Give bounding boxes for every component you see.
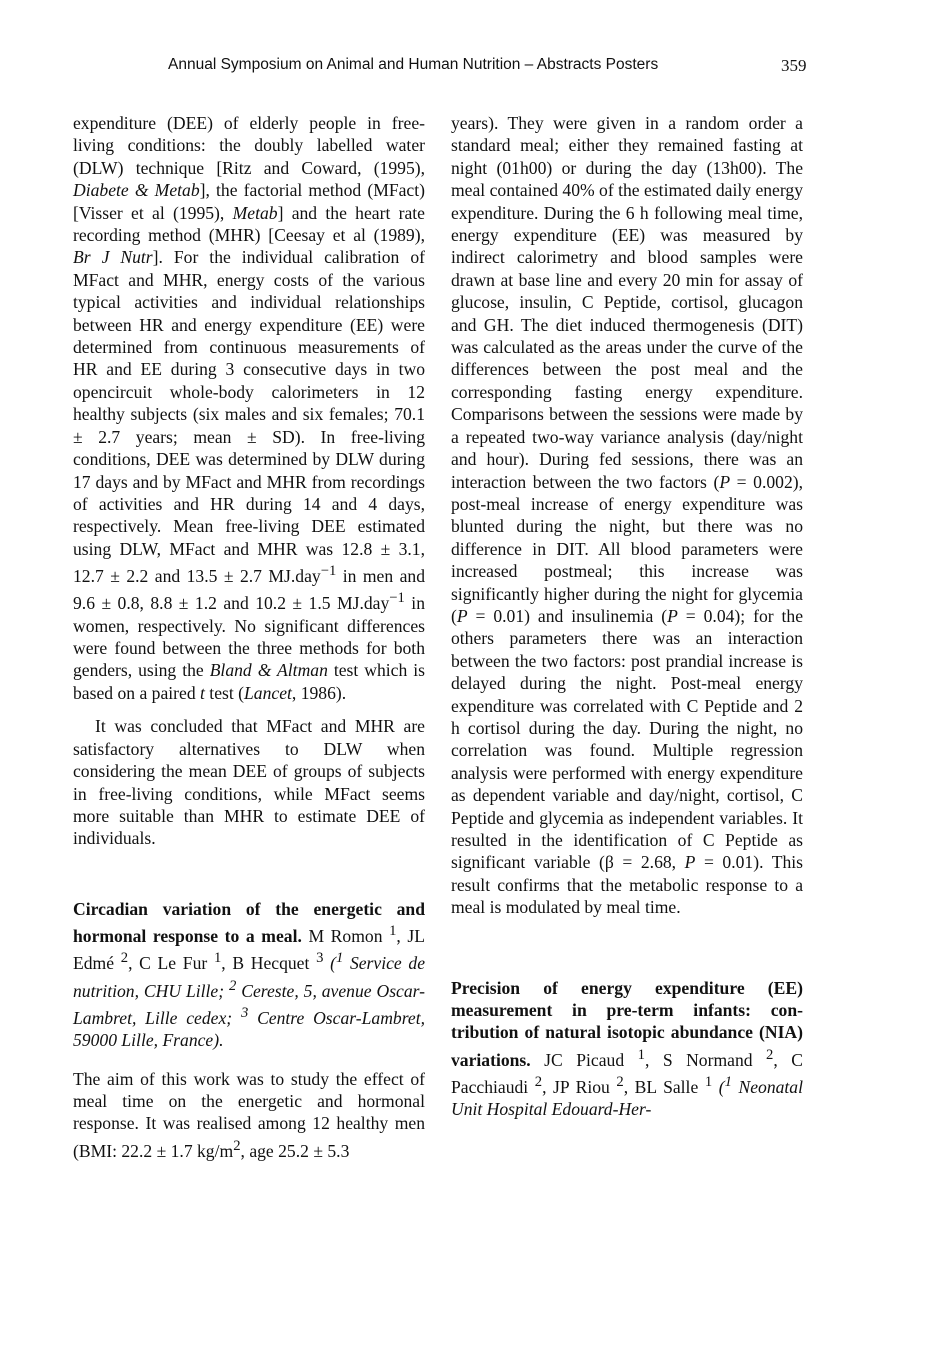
running-header <box>0 56 930 80</box>
abstract2-body-paragraph-continued: years). They were given in a random order a standard meal; either they remained fasting at night (01h00) or during the day (13h00). The meal contained 40% of the estimated daily energy expenditure. During the 6 h following meal time, energy expenditure (EE) was measured by indirect calorimetry and blood samples were drawn at base line and every 20 min for assay of glucose, insulin, C Peptide, cortisol, glucagon and GH. The diet induced thermogenesis (DIT) was calculated as the areas under the curve of the differences between the post meal and the corresponding fasting energy expenditure. Comparisons between the sessions were made by a repeated two-way variance analysis (day/night and hour). During fed sessions, there was an interaction between the two factors (P = 0.002), post-meal increase of energy expenditure was blunted during the night, but there was no difference in DIT. All blood parameters were increased postmeal; this increase was significantly higher during the night for glycemia (P = 0.01) and insulinemia (P = 0.04); for the others parameters there was an interaction between the two factors: post prandial increase is delayed during the night. Post-meal energy expenditure was correlated with C Peptide and 2 h cortisol during the day. During the night, no correlation was found. Multiple regression analysis were performed with energy expenditure as dependent variable and day/night, cortisol, C Peptide and glycemia as independent variables. It resulted in the identification of C Peptide as significant variable (β = 2.68, P = 0.01). This result confirms that the metabolic response to a meal is modulated by meal time. <box>451 113 804 918</box>
abstract2-affiliations: ($^1$ Service de nutrition, CHU Lille; $^2$ Cereste, 5, avenue Oscar-Lambret, Lille cedex; $^3$ Centre Oscar-Lambret, 59000 Lille, France). <box>73 950 426 1051</box>
right-column <box>451 112 803 1121</box>
abstract2-body-paragraph-start: The aim of this work was to study the effect of meal time on the energetic and hormonal response. It was realised among 12 healthy men (BMI: 22.2 ± 1.7 $kg/m^2$, age 25.2 ± 5.3 <box>73 1068 425 1161</box>
abstract2-heading: Circadian variation of the energetic and hormonal response to a meal. M Romon $^1$, JL Edmé $^2$, C Le Fur $^1$, B Hecquet $^3$ ($^1$ Service de nutrition, CHU Lille; $^2$ Cereste, 5, avenue Oscar-Lambret, Lille cedex; $^3$ Centre Oscar-Lambret, 59000 Lille, France). <box>73 898 426 1051</box>
abstract3-title: Precision of energy expenditure (EE) measurement in pre-term infants: contribution of natural isotopic abundance (NIA) variations. <box>451 977 803 1070</box>
page-number: 359 <box>781 56 807 75</box>
abstract1-conclusion-paragraph: It was concluded that MFact and MHR are satisfactory alternatives to DLW when considering the mean DEE of groups of subjects in free-living conditions, while MFact seems more suitable than MHR to estimate DEE of individuals. <box>73 716 425 849</box>
abstract3-affiliations: ($^1$ Neonatal Unit Hospital Edouard-Her- <box>451 1074 803 1120</box>
abstract3-heading: Precision of energy expenditure (EE) measurement in pre-term infants: contribution of natural isotopic abundance (NIA) variations. JC Picaud $^1$, S Normand $^2$, C Pacchiaudi $^2$, JP Riou $^2$, BL Salle $^1$ ($^1$ Neonatal Unit Hospital Edouard-Her- <box>451 977 803 1120</box>
abstract1-body-paragraph: expenditure (DEE) of elderly people in free-living conditions: the doubly labelled water (DLW) technique [Ritz and Coward, (1995), Diabete & Metab], the factorial method (MFact) [Visser et al (1995), Metab] and the heart rate recording method (MHR) [Ceesay et al (1989), Br J Nutr]. For the individual calibration of MFact and MHR, energy costs of the various typical activities and individual relationships between HR and energy expenditure (EE) were determined from continuous measurements of HR and EE during 3 consecutive days in two opencircuit whole-body calorimeters in 12 healthy subjects (six males and six females; 70.1 ± 2.7 years; mean ± SD). In free-living conditions, DEE was determined by DLW during 17 days and by MFact and MHR from recordings of activities and HR during 14 and 4 days, respectively. Mean free-living DEE estimated using DLW, MFact and MHR was 12.8 ± 3.1, 12.7 ± 2.2 and 13.5 ± 2.7 MJ.day$^{-1}$ in men and 9.6 ± 0.8, 8.8 ± 1.2 and 10.2 ± 1.5 MJ.day$^{-1}$ in women, respectively. No significant differences were found between the three methods for both genders, using the Bland & Altman test which is based on a paired t test (Lancet, 1986). <box>73 113 425 703</box>
running-title: Annual Symposium on Animal and Human Nutrition – Abstracts Posters <box>168 56 659 73</box>
left-column <box>73 112 425 1162</box>
abstract2-title: Circadian variation of the energetic and hormonal response to a meal. <box>73 898 425 946</box>
